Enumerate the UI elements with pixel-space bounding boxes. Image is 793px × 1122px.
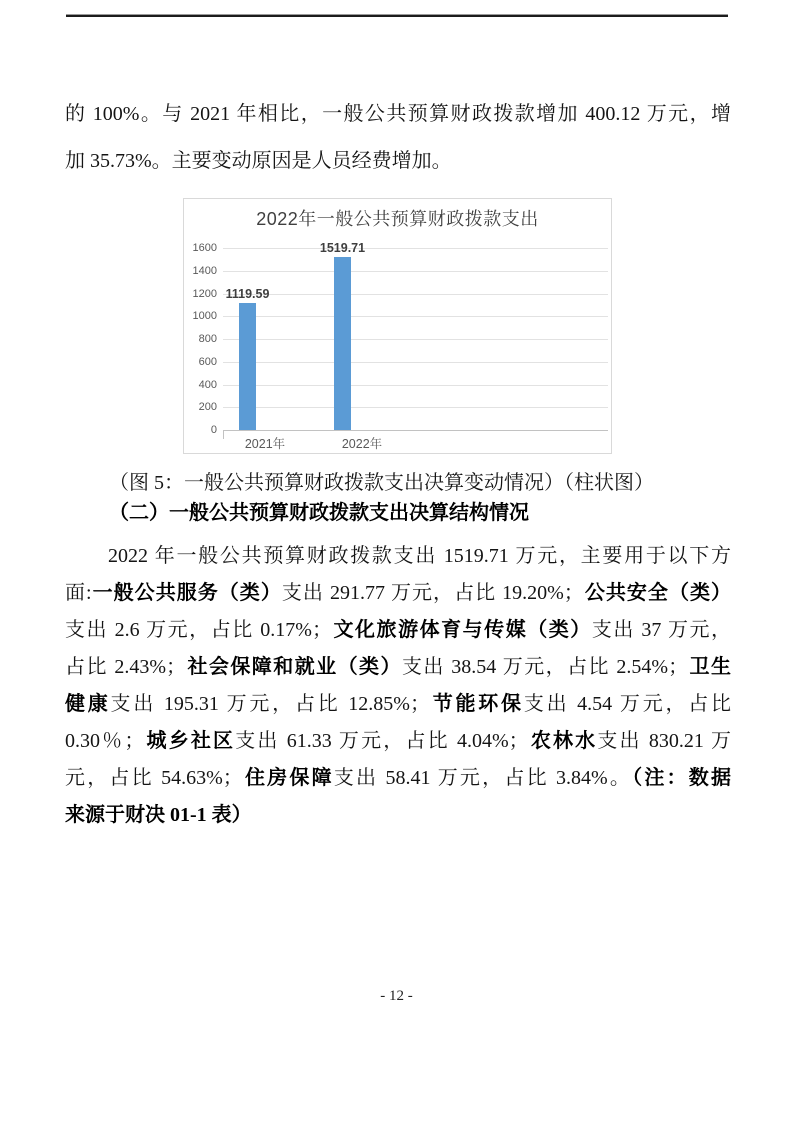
- data-label-2022年: 1519.71: [319, 241, 366, 255]
- text-run: 的 100%。与 2021 年相比，一般公共预算财政拨款增加 400.12 万元，增: [65, 103, 731, 125]
- chart-title: 2022年一般公共预算财政拨款支出: [256, 209, 539, 229]
- text-line: [65, 538, 731, 575]
- text-run: 0.30％；: [65, 730, 145, 752]
- text-run: 支出 291.77 万元，占比 19.20%；: [281, 582, 584, 604]
- bold-text-run: 一般公共服务（类）: [91, 582, 282, 604]
- text-line: [65, 612, 731, 649]
- bold-text-run: 卫生: [688, 656, 732, 678]
- y-axis-tick-1600: 1600: [192, 242, 217, 254]
- gridline-1600: [223, 248, 608, 249]
- bold-text-run: 健康: [65, 693, 111, 715]
- text-run: 面:: [65, 582, 92, 604]
- y-axis-tick-200: 200: [198, 401, 217, 413]
- section-heading: （二）一般公共预算财政拨款支出决算结构情况: [109, 502, 529, 524]
- bold-text-run: 住房保障: [242, 767, 334, 789]
- bar-2021年: [239, 303, 256, 430]
- text-run: 占比 2.43%；: [65, 656, 187, 678]
- text-run: 元，占比 54.63%；: [65, 767, 243, 789]
- x-axis-label-2022年: 2022年: [341, 437, 383, 451]
- text-line: [65, 686, 731, 723]
- bold-text-run: 来源于财决 01-1 表）: [65, 804, 252, 826]
- text-run: 支出 58.41 万元，占比 3.84%。: [333, 767, 633, 789]
- y-axis-tick-1000: 1000: [192, 310, 217, 322]
- y-axis-tick-0: 0: [210, 424, 217, 436]
- gridline-200: [223, 407, 608, 408]
- text-line: [65, 723, 731, 760]
- gridline-600: [223, 362, 608, 363]
- gridline-800: [223, 339, 608, 340]
- gridline-1400: [223, 271, 608, 272]
- data-label-2021年: 1119.59: [225, 287, 270, 301]
- page-number: - 12 -: [380, 988, 413, 1004]
- y-axis-tick-1200: 1200: [192, 288, 217, 300]
- y-axis-tick-600: 600: [198, 356, 217, 368]
- text-run: 支出 830.21 万: [597, 730, 732, 752]
- bold-text-run: 城乡社区: [144, 730, 236, 752]
- bold-text-run: 社会保障和就业（类）: [186, 656, 402, 678]
- text-line: [65, 575, 731, 612]
- text-run: 加 35.73%。主要变动原因是人员经费增加。: [65, 150, 452, 172]
- text-run: 2022 年一般公共预算财政拨款支出 1519.71 万元，主要用于以下方: [108, 545, 731, 567]
- bold-text-run: 文化旅游体育与传媒（类）: [331, 619, 592, 641]
- text-run: 支出 195.31 万元，占比 12.85%；: [110, 693, 430, 715]
- header-rule: [66, 14, 728, 17]
- text-run: 支出 37 万元，: [591, 619, 731, 641]
- text-line: [65, 760, 731, 797]
- paragraph-intro: [65, 91, 731, 185]
- text-run: 支出 38.54 万元，占比 2.54%；: [401, 656, 689, 678]
- text-run: 支出 2.6 万元，占比 0.17%；: [65, 619, 332, 641]
- gridline-400: [223, 385, 608, 386]
- expenditure-bar-chart: [183, 198, 612, 454]
- text-run: 支出 61.33 万元，占比 4.04%；: [235, 730, 529, 752]
- x-axis-label-2021年: 2021年: [244, 437, 286, 451]
- bold-text-run: 节能环保: [429, 693, 524, 715]
- bold-text-run: 农林水: [528, 730, 598, 752]
- gridline-0: [223, 430, 608, 431]
- text-line: [65, 138, 731, 185]
- y-axis-tick-1400: 1400: [192, 265, 217, 277]
- bold-text-run: 公共安全（类）: [583, 582, 732, 604]
- bold-text-run: （注：数据: [632, 767, 731, 789]
- gridline-1000: [223, 316, 608, 317]
- text-line: [65, 91, 731, 138]
- text-line: [65, 649, 731, 686]
- y-axis-tick-400: 400: [198, 379, 217, 391]
- text-line: [65, 797, 731, 834]
- paragraph-structure: [65, 538, 731, 834]
- figure-caption: （图 5：一般公共预算财政拨款支出决算变动情况）（柱状图）: [109, 472, 654, 494]
- bar-2022年: [334, 257, 351, 430]
- y-axis-tick-800: 800: [198, 333, 217, 345]
- text-run: 支出 4.54 万元，占比: [523, 693, 732, 715]
